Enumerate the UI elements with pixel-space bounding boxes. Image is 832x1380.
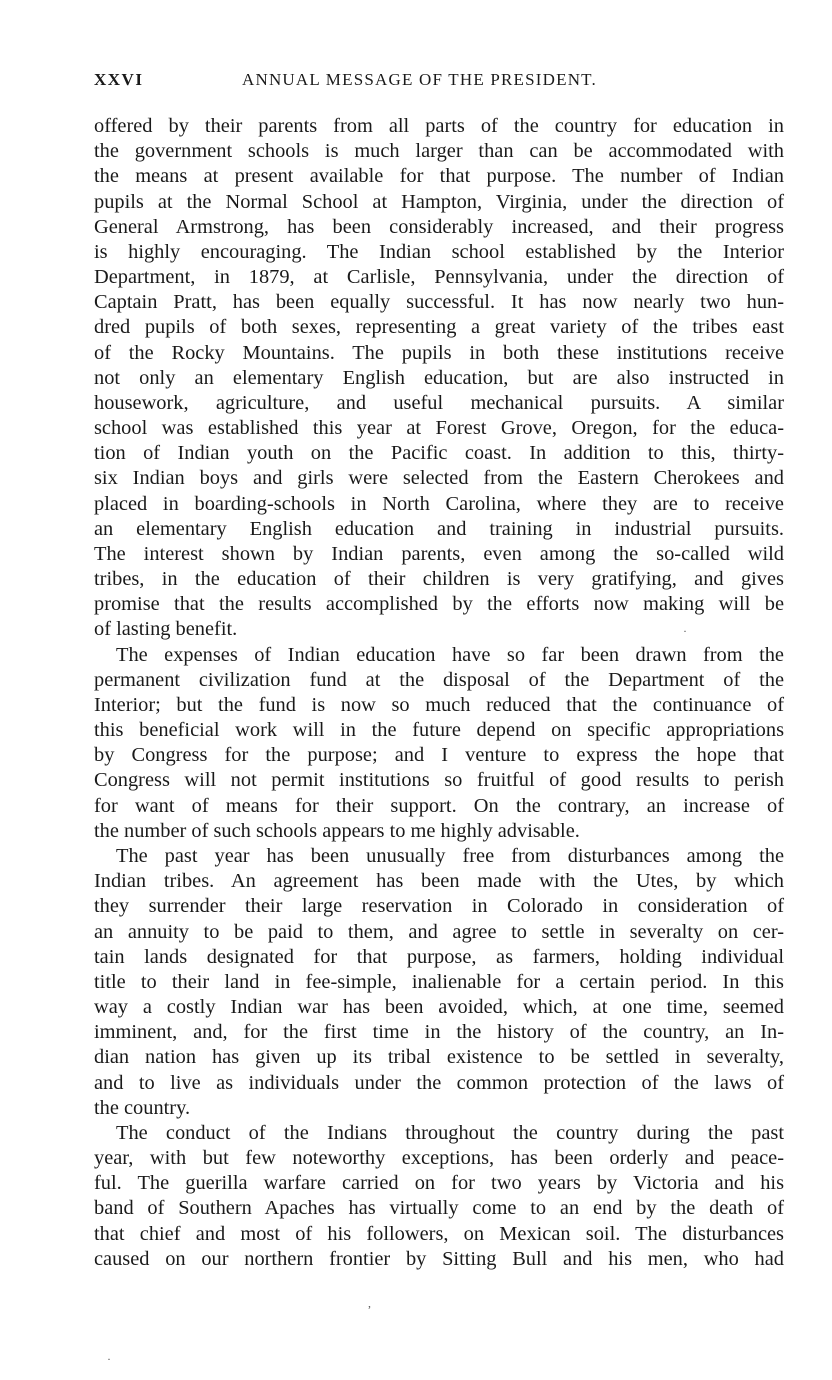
- text-line: pupils at the Normal School at Hampton, Virginia, under the direction of: [94, 190, 784, 213]
- text-line: the government schools is much larger than can be accommodated with: [94, 140, 784, 163]
- text-line: the means at present available for that purpose. The number of Indian: [94, 165, 784, 188]
- text-line: The expenses of Indian education have so far been drawn from the: [116, 643, 784, 666]
- text-line: The conduct of the Indians throughout the country during the past: [116, 1121, 784, 1144]
- text-line: year, with but few noteworthy exceptions, has been orderly and peace-: [94, 1147, 784, 1170]
- text-line: and to live as individuals under the common protection of the laws of: [94, 1071, 784, 1094]
- text-line: The past year has been unusually free from disturbances among the: [116, 844, 784, 867]
- text-line: an annuity to be paid to them, and agree to settle in severalty on cer-: [94, 920, 784, 943]
- text-line: not only an elementary English education, but are also instructed in: [94, 366, 784, 389]
- paragraph-ute-agreement: [94, 844, 784, 1121]
- text-line: by Congress for the purpose; and I venture to express the hope that: [94, 744, 784, 767]
- text-line: imminent, and, for the first time in the history of the country, an In-: [94, 1021, 784, 1044]
- ink-speck: ·: [683, 624, 687, 638]
- text-line: the number of such schools appears to me highly advisable.: [94, 819, 580, 842]
- paragraph-indian-conduct: [94, 1121, 784, 1272]
- running-head: ANNUAL MESSAGE OF THE PRESIDENT.: [242, 70, 597, 89]
- text-line: permanent civilization fund at the disposal of the Department of the: [94, 668, 784, 691]
- text-line: school was established this year at Forest Grove, Oregon, for the educa-: [94, 417, 784, 440]
- text-line: tain lands designated for that purpose, as farmers, holding individual: [94, 945, 784, 968]
- text-line: tribes, in the education of their children is very gratifying, and gives: [94, 568, 784, 591]
- text-line: Interior; but the fund is now so much reduced that the continuance of: [94, 693, 784, 716]
- text-line: dred pupils of both sexes, representing a great variety of the tribes east: [94, 316, 784, 339]
- text-line: tion of Indian youth on the Pacific coast. In addition to this, thirty-: [94, 442, 784, 465]
- text-line: that chief and most of his followers, on Mexican soil. The disturbances: [94, 1222, 784, 1245]
- text-line: offered by their parents from all parts of the country for education in: [94, 115, 784, 137]
- text-line: Department, in 1879, at Carlisle, Pennsylvania, under the direction of: [94, 266, 784, 289]
- page-number: XXVI: [94, 70, 144, 89]
- text-line: Captain Pratt, has been equally successful. It has now nearly two hun-: [94, 291, 784, 314]
- text-line: is highly encouraging. The Indian school established by the Interior: [94, 240, 784, 263]
- text-line: The interest shown by Indian parents, even among the so-called wild: [94, 542, 784, 565]
- paragraph-indian-schools: [94, 114, 784, 643]
- text-line: they surrender their large reservation in Colorado in consideration of: [94, 895, 784, 918]
- ink-speck: ·: [107, 1352, 111, 1366]
- text-line: promise that the results accomplished by the efforts now making will be: [94, 593, 784, 616]
- text-line: band of Southern Apaches has virtually come to an end by the death of: [94, 1197, 784, 1220]
- text-line: the country.: [94, 1096, 191, 1119]
- text-line: dian nation has given up its tribal existence to be settled in severalty,: [94, 1046, 784, 1069]
- text-line: housework, agriculture, and useful mechanical pursuits. A similar: [94, 391, 784, 414]
- text-line: Indian tribes. An agreement has been made with the Utes, by which: [94, 870, 784, 893]
- text-line: ful. The guerilla warfare carried on for two years by Victoria and his: [94, 1172, 784, 1195]
- text-line: of the Rocky Mountains. The pupils in both these institutions receive: [94, 341, 784, 364]
- ink-speck: ,: [368, 1296, 371, 1310]
- page-header: [94, 70, 784, 96]
- text-line: of lasting benefit.: [94, 618, 238, 641]
- body-text: [94, 114, 784, 1272]
- text-line: caused on our northern frontier by Sitting Bull and his men, who had: [94, 1247, 784, 1270]
- text-line: this beneficial work will in the future depend on specific appropriations: [94, 719, 784, 742]
- paragraph-education-expenses: [94, 643, 784, 844]
- text-line: Congress will not permit institutions so fruitful of good results to perish: [94, 769, 784, 792]
- text-line: way a costly Indian war has been avoided, which, at one time, seemed: [94, 996, 784, 1019]
- text-line: six Indian boys and girls were selected from the Eastern Cherokees and: [94, 467, 784, 490]
- text-line: title to their land in fee-simple, inalienable for a certain period. In this: [94, 970, 784, 993]
- text-line: for want of means for their support. On the contrary, an increase of: [94, 794, 784, 817]
- text-line: an elementary English education and training in industrial pursuits.: [94, 517, 784, 540]
- text-line: placed in boarding-schools in North Carolina, where they are to receive: [94, 492, 784, 515]
- text-line: General Armstrong, has been considerably increased, and their progress: [94, 215, 784, 238]
